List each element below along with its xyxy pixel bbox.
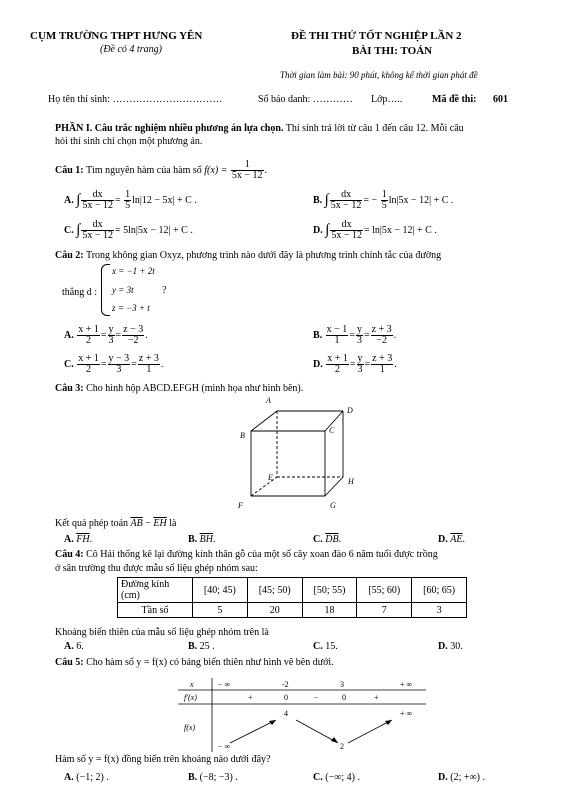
q1-fraction: $\frac{1}{5x - 12}$: [231, 159, 263, 181]
part1-instr1: Thí sinh trả lời từ câu 1 đến câu 12. Mỗi câu: [283, 123, 464, 134]
q4-stem2: ở sân trường thu được mẫu số liệu ghép nhóm sau:: [55, 563, 258, 574]
vertex-e: E: [268, 473, 273, 482]
q3-text: Cho hình hộp ABCD.EFGH (minh họa như hình bên).: [86, 383, 304, 394]
variation-table: [178, 678, 428, 752]
vertex-d: D: [347, 406, 353, 415]
grouped-data-table: [117, 577, 467, 618]
row-label-fprime: f′(x): [184, 693, 197, 702]
school-name: CỤM TRƯỜNG THPT HƯNG YÊN: [30, 30, 203, 42]
integral-icon: ∫: [76, 192, 81, 208]
arrowhead-icon: [385, 720, 392, 725]
edge-ba: [251, 411, 277, 431]
row-label-x: x: [190, 680, 194, 689]
table-row: [118, 578, 467, 603]
integral-icon: ∫: [324, 192, 329, 208]
integral-icon: ∫: [325, 222, 330, 238]
q5-option-d[interactable]: D. (2; +∞) .: [438, 772, 485, 783]
q4-option-d[interactable]: D. 30.: [438, 641, 463, 652]
exam-title: ĐỀ THI THỬ TỐT NGHIỆP LẦN 2: [291, 30, 462, 42]
registration-line: Số báo danh: …………: [258, 94, 353, 105]
q4-stem1: Câu 4: Cô Hải thống kê lại đường kính thân gỗ của một số cây xoan đào 6 năm tuổi được trồng: [55, 549, 438, 560]
vertex-g: G: [330, 501, 336, 510]
table-cell: [60; 65): [412, 578, 467, 603]
vertex-h: H: [348, 477, 354, 486]
q5-option-c[interactable]: C. (−∞; 4) .: [313, 772, 360, 783]
q4-question: Khoảng biến thiên của mẫu số liệu ghép nhóm trên là: [55, 627, 269, 638]
table-cell: 7: [357, 603, 412, 618]
arrowhead-icon: [331, 737, 338, 743]
q5-option-b[interactable]: B. (−8; −3) .: [188, 772, 238, 783]
q3-result: Kết quả phép toán $\overline{AB} - \overline{EH}$ là: [55, 518, 177, 529]
part1-instr2: hỏi thí sinh chỉ chọn một phương án.: [55, 136, 203, 147]
time-note: Thời gian làm bài: 90 phút, không kể thời gian phát đề: [280, 70, 478, 80]
arrowhead-icon: [269, 720, 276, 725]
q1-fx: f(x) =: [204, 164, 228, 176]
sys-eq-1: x = −1 + 2t: [112, 266, 155, 276]
q2-text: Trong không gian Oxyz, phương trình nào dưới đây là phương trình chính tắc của đường: [85, 250, 442, 261]
q2-option-c[interactable]: C. $\frac{x + 1}{2}$ = $\frac{y - 3}{3}$ = $\frac{z + 3}{1}$ .: [64, 353, 164, 375]
f-val: − ∞: [218, 742, 231, 751]
sign: +: [374, 693, 379, 702]
integral-icon: ∫: [76, 222, 81, 238]
q3-option-d[interactable]: D. $\overline{AE}$.: [438, 534, 465, 545]
q1-text: Tìm nguyên hàm của hàm số: [85, 164, 202, 176]
edge-gh: [325, 477, 343, 496]
part1-line1: [55, 123, 464, 134]
q5-stem: Câu 5: Cho hàm số y = f(x) có bảng biến thiên như hình vẽ bên dưới.: [55, 657, 334, 668]
q4-option-c[interactable]: C. 15.: [313, 641, 338, 652]
q5-label: Câu 5:: [55, 657, 84, 668]
q2-qmark: ?: [162, 285, 167, 296]
q4-label: Câu 4:: [55, 549, 84, 560]
table-row: [118, 603, 467, 618]
q2-line-lead: thẳng d :: [62, 287, 97, 298]
candidate-name-line: Họ tên thí sinh: ……………………………: [48, 94, 223, 105]
q3-option-c[interactable]: C. $\overline{DB}$.: [313, 534, 342, 545]
table-head-diameter: Đường kính (cm): [118, 578, 193, 603]
row-label-f: f(x): [184, 723, 196, 732]
exam-code-value: 601: [493, 94, 508, 105]
sign: 0: [284, 693, 288, 702]
q4-option-a[interactable]: A. 6.: [64, 641, 84, 652]
sys-eq-2: y = 3t: [112, 285, 134, 295]
sys-eq-3: z = −3 + t: [112, 303, 150, 313]
part1-title: PHẦN I. Câu trắc nghiệm nhiều phương án lựa chọn.: [55, 123, 284, 134]
table-cell: 20: [247, 603, 302, 618]
q5-question: Hàm số y = f(x) đồng biến trên khoảng nào dưới đây?: [55, 754, 271, 765]
q5-option-a[interactable]: A. (−1; 2) .: [64, 772, 109, 783]
f-val: 4: [284, 709, 288, 718]
table-cell: 5: [193, 603, 248, 618]
arrow-up-1: [230, 720, 276, 743]
table-cell: [40; 45): [193, 578, 248, 603]
q2-stem: [55, 250, 441, 261]
table-cell: [50; 55): [302, 578, 357, 603]
table-cell: [55; 60): [357, 578, 412, 603]
class-line: Lớp…..: [371, 94, 403, 105]
vertex-f: F: [238, 501, 243, 510]
sign: −: [314, 693, 319, 702]
q2-label: Câu 2:: [55, 250, 84, 261]
x-val: + ∞: [400, 680, 413, 689]
table-cell: 3: [412, 603, 467, 618]
pages-note: (Đề có 4 trang): [100, 44, 162, 55]
q1-option-c[interactable]: C. ∫ $\frac{dx}{5x - 12}$ = 5ln|5x − 12| + C .: [64, 219, 193, 241]
subject-title: BÀI THI: TOÁN: [352, 45, 433, 57]
q2-option-d[interactable]: D. $\frac{x + 1}{2}$ = $\frac{y}{3}$ = $\frac{z + 3}{1}$ .: [313, 353, 397, 375]
sign: +: [248, 693, 253, 702]
x-val: − ∞: [218, 680, 231, 689]
q1-option-d[interactable]: D. ∫ $\frac{dx}{5x - 12}$ = ln|5x − 12| + C .: [313, 219, 437, 241]
sign: 0: [342, 693, 346, 702]
q3-stem: [55, 383, 303, 394]
edge-fe-hidden: [251, 477, 277, 496]
q3-option-b[interactable]: B. $\overline{BH}$.: [188, 534, 216, 545]
vertex-a: A: [266, 396, 271, 405]
arrow-up-2: [348, 720, 392, 743]
q1-option-b[interactable]: B. ∫ $\frac{dx}{5x - 12}$ = − $\frac{1}{5}$ ln|5x − 12| + C .: [313, 189, 454, 211]
x-val: 3: [340, 680, 344, 689]
system-brace: [101, 264, 110, 316]
table-cell: 18: [302, 603, 357, 618]
q1-label: Câu 1:: [55, 164, 84, 176]
x-val: -2: [282, 680, 289, 689]
q4-option-b[interactable]: B. 25 .: [188, 641, 215, 652]
arrow-down: [296, 720, 338, 743]
vertex-b: B: [240, 431, 245, 440]
q1-option-a[interactable]: A. ∫ $\frac{dx}{5x - 12}$ = $\frac{1}{5}$ ln|12 − 5x| + C .: [64, 189, 197, 211]
exam-code-label: Mã đề thi:: [432, 94, 477, 105]
f-val: 2: [340, 742, 344, 751]
table-cell: [45; 50): [247, 578, 302, 603]
f-val: + ∞: [400, 709, 413, 718]
q3-option-a[interactable]: A. $\overline{FH}$.: [64, 534, 93, 545]
q2-option-b[interactable]: B. $\frac{x - 1}{1}$ = $\frac{y}{3}$ = $\frac{z + 3}{-2}$ .: [313, 324, 397, 346]
q3-label: Câu 3:: [55, 383, 84, 394]
box-figure: [230, 395, 370, 515]
vertex-c: C: [329, 426, 335, 435]
q1-stem: Câu 1: Tìm nguyên hàm của hàm số f(x) = $\frac{1}{5x - 12}$ .: [55, 159, 268, 181]
table-head-frequency: Tần số: [118, 603, 193, 618]
q2-option-a[interactable]: A. $\frac{x + 1}{2}$ = $\frac{y}{3}$ = $\frac{z - 3}{-2}$ .: [64, 324, 148, 346]
